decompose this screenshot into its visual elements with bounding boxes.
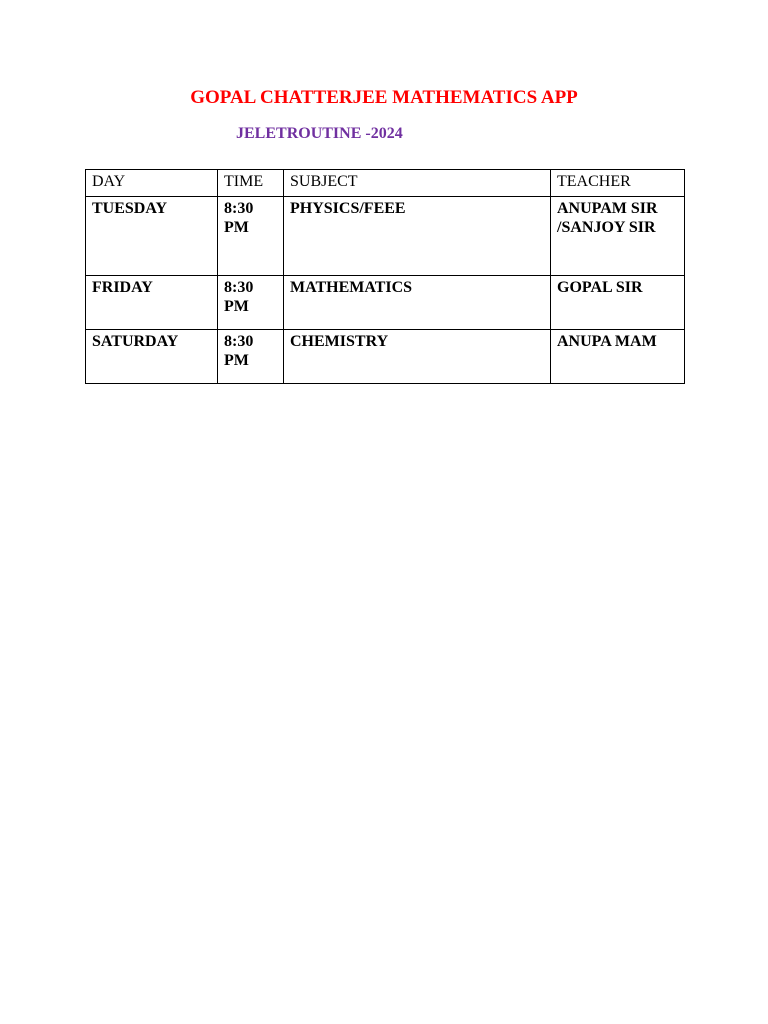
cell-subject: PHYSICS/FEEE: [284, 197, 551, 276]
cell-teacher: ANUPA MAM: [551, 330, 685, 384]
routine-table: [85, 169, 685, 384]
column-header-teacher: TEACHER: [551, 170, 685, 197]
cell-time: 8:30 PM: [218, 197, 284, 276]
cell-day: SATURDAY: [86, 330, 218, 384]
cell-time: 8:30 PM: [218, 330, 284, 384]
column-header-subject: SUBJECT: [284, 170, 551, 197]
cell-day: FRIDAY: [86, 276, 218, 330]
cell-time: 8:30 PM: [218, 276, 284, 330]
cell-subject: CHEMISTRY: [284, 330, 551, 384]
cell-day: TUESDAY: [86, 197, 218, 276]
table-row: [86, 197, 685, 276]
routine-subtitle: JELETROUTINE -2024: [236, 125, 403, 142]
cell-subject: MATHEMATICS: [284, 276, 551, 330]
table-row: [86, 276, 685, 330]
table-header-row: [86, 170, 685, 197]
column-header-day: DAY: [86, 170, 218, 197]
cell-teacher: GOPAL SIR: [551, 276, 685, 330]
page-title: GOPAL CHATTERJEE MATHEMATICS APP: [190, 87, 578, 108]
cell-teacher: ANUPAM SIR /SANJOY SIR: [551, 197, 685, 276]
column-header-time: TIME: [218, 170, 284, 197]
table-row: [86, 330, 685, 384]
